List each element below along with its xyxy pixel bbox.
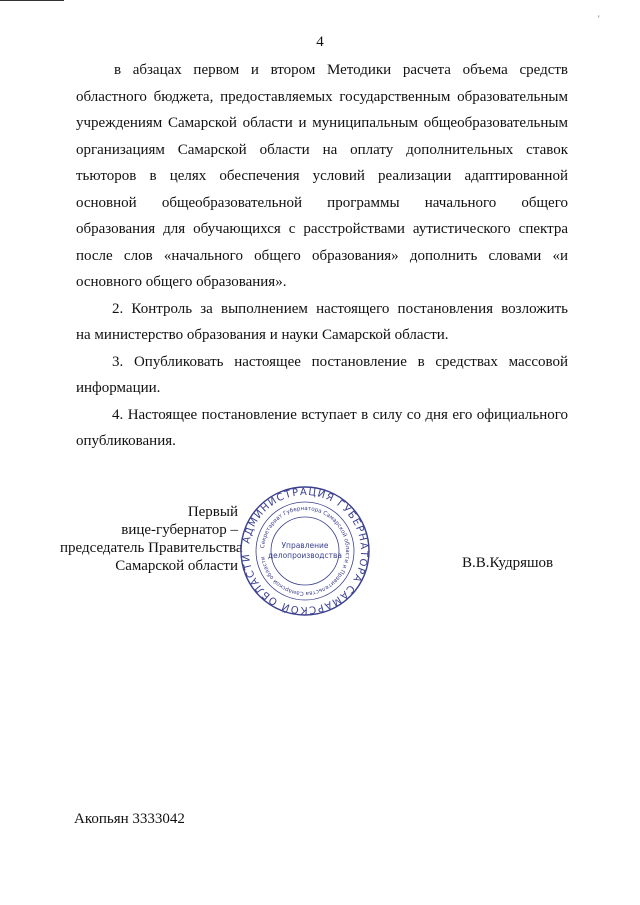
corner-mark: ': [598, 14, 600, 24]
paragraph-line: тьюторов в целях обеспечения условий реализации адаптированной: [76, 168, 568, 184]
paragraph-1: [76, 57, 568, 296]
paragraph-line: 4. Настоящее постановление вступает в силу со дня его официального: [112, 406, 568, 423]
paragraph-line: в абзацах первом и втором Методики расчета объема средств: [114, 62, 568, 78]
signatory-name: В.В.Кудряшов: [462, 555, 554, 571]
seal-inner-text: Секретариат Губернатора Самарской области и Правительства Самарской области: [260, 505, 351, 597]
paragraph-line: 2. Контроль за выполнением настоящего постановления возложить: [112, 300, 568, 317]
paragraph-line: образования для обучающихся с расстройствами аутистического спектра: [76, 221, 568, 237]
signatory-title-line: Самарской области: [115, 558, 238, 574]
paragraph-line: после слов «начального общего образования» дополнить словами «и: [76, 247, 568, 264]
paragraph-2: [76, 296, 568, 349]
seal-outer-text: АДМИНИСТРАЦИЯ ГУБЕРНАТОРА САМАРСКОЙ ОБЛАСТИ: [240, 486, 370, 616]
paragraph-line: организациям Самарской области на оплату дополнительных ставок: [76, 141, 568, 158]
paragraph-3: [76, 349, 568, 402]
top-edge-line: [0, 0, 64, 1]
paragraph-line: информации.: [76, 380, 161, 396]
page-number: 4: [316, 34, 324, 50]
seal-center-line: делопроизводства: [267, 551, 343, 560]
signatory-title: [60, 503, 243, 575]
paragraph-line: учреждениям Самарской области и муниципальным общеобразовательным: [76, 115, 568, 131]
paragraph-4: [76, 402, 568, 455]
official-seal: [239, 485, 371, 617]
executor-contact: Акопьян 3333042: [74, 811, 185, 827]
paragraph-line: основной общеобразовательной программы начального общего: [76, 194, 568, 211]
paragraph-line: 3. Опубликовать настоящее постановление в средствах массовой: [112, 353, 568, 370]
paragraph-line: на министерство образования и науки Самарской области.: [76, 327, 449, 343]
seal-center-line: Управление: [281, 541, 329, 550]
paragraph-line: опубликования.: [76, 433, 176, 449]
document-body: [76, 57, 568, 455]
paragraph-line: основного общего образования».: [76, 274, 287, 290]
signatory-title-line: Первый: [187, 504, 238, 520]
signatory-title-line: председатель Правительства: [60, 540, 243, 556]
paragraph-line: областного бюджета, предоставляемых государственным образовательным: [76, 88, 568, 105]
signatory-title-line: вице-губернатор –: [121, 522, 238, 538]
